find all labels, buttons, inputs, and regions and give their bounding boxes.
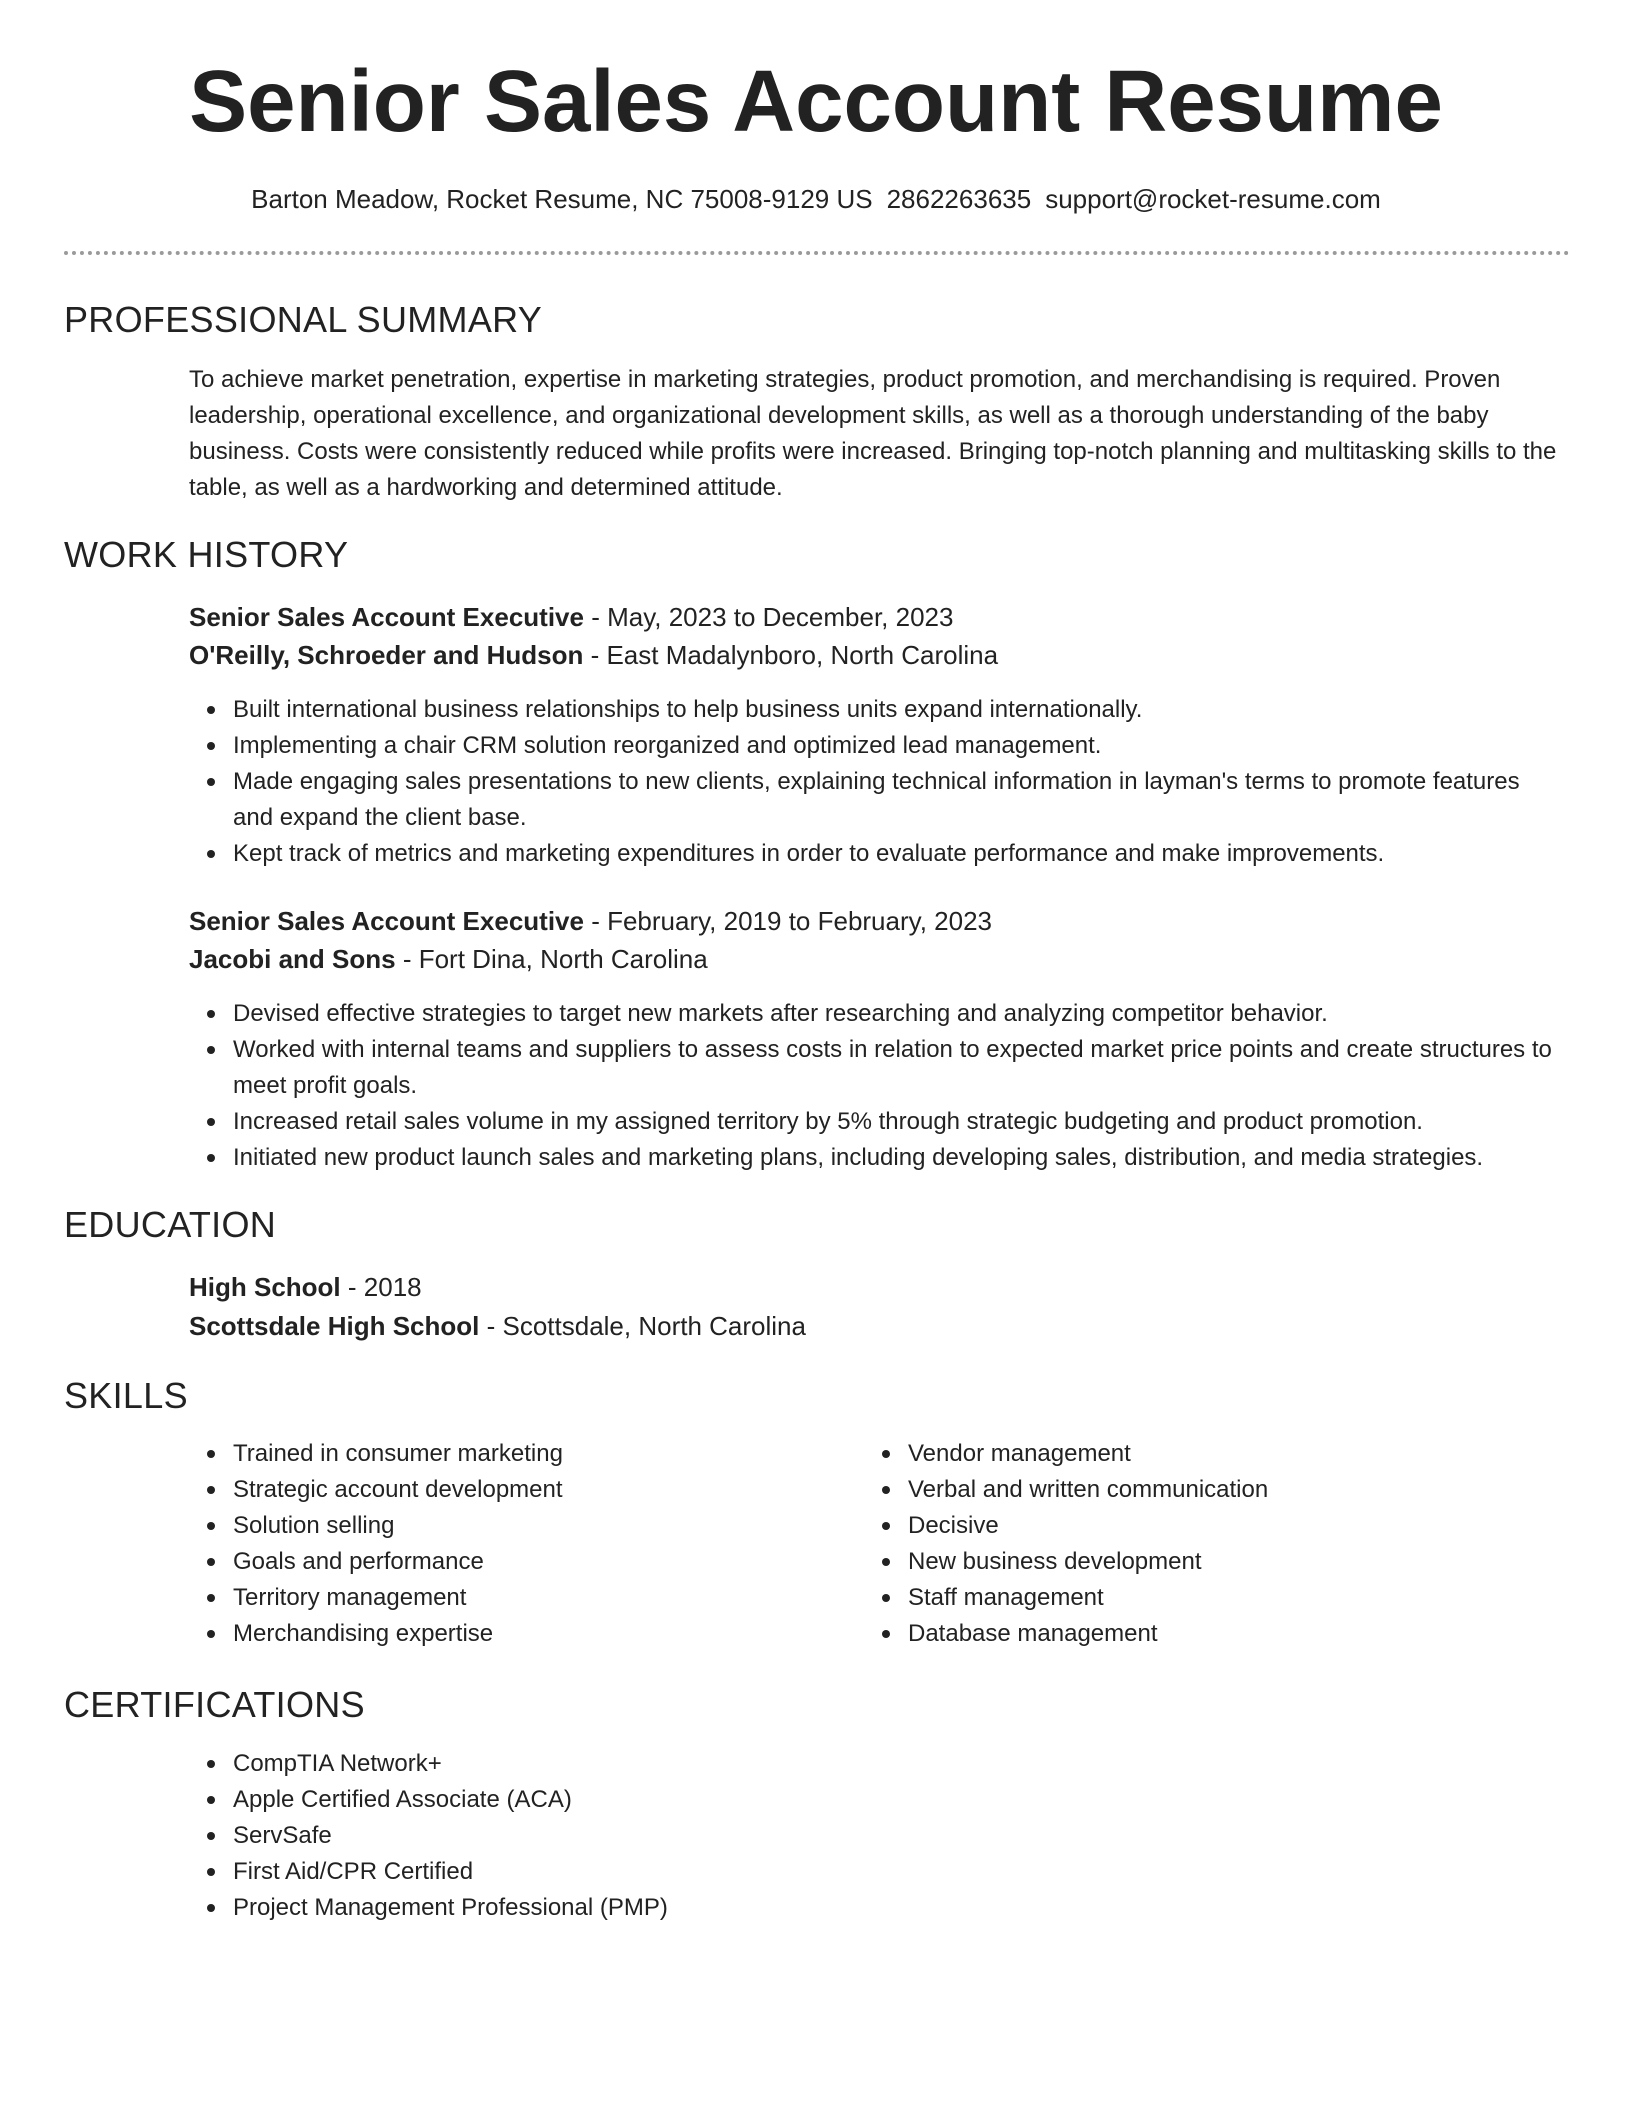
- job-company: O'Reilly, Schroeder and Hudson: [189, 640, 584, 670]
- list-item: New business development: [908, 1544, 1528, 1580]
- skills-heading: SKILLS: [64, 1375, 188, 1416]
- skills-list-left: [189, 1436, 853, 1652]
- education-degree-line: [189, 1269, 422, 1305]
- summary-text: To achieve market penetration, expertise in marketing strategies, product promotion, and merchandising is required. Proven leadership, operational excellence, and organizational development skills, as well as a thorough understanding of the baby business. Costs were consistently reduced while profits were increased. Bringing top-notch planning and multitasking skills to the table, as well as a hardworking and determined attitude.: [189, 366, 1557, 501]
- job-title-line: [189, 599, 953, 635]
- list-item: Database management: [908, 1616, 1528, 1652]
- list-item: Trained in consumer marketing: [233, 1436, 853, 1472]
- job-title-line: [189, 903, 992, 939]
- education-year: - 2018: [340, 1272, 422, 1302]
- list-item: Merchandising expertise: [233, 1616, 853, 1652]
- list-item: Built international business relationships to help business units expand internationally.: [233, 692, 1559, 728]
- skills-list-right: [864, 1436, 1528, 1652]
- job-bullets: [189, 996, 1559, 1176]
- list-item: Solution selling: [233, 1508, 853, 1544]
- contact-email: support@rocket-resume.com: [1045, 184, 1381, 214]
- job-dates: - May, 2023 to December, 2023: [583, 602, 954, 632]
- contact-line: [0, 182, 1632, 216]
- list-item: CompTIA Network+: [233, 1746, 1133, 1782]
- list-item: ServSafe: [233, 1818, 1133, 1854]
- education-degree: High School: [189, 1272, 341, 1302]
- list-item: Staff management: [908, 1580, 1528, 1616]
- job-company-line: [189, 637, 998, 673]
- job-location: - Fort Dina, North Carolina: [395, 944, 708, 974]
- job-location: - East Madalynboro, North Carolina: [583, 640, 999, 670]
- education-heading: EDUCATION: [64, 1204, 277, 1245]
- work-history-heading: WORK HISTORY: [64, 534, 349, 575]
- contact-address: Barton Meadow, Rocket Resume, NC 75008-9129 US: [251, 184, 873, 214]
- list-item: Verbal and written communication: [908, 1472, 1528, 1508]
- list-item: Territory management: [233, 1580, 853, 1616]
- list-item: First Aid/CPR Certified: [233, 1854, 1133, 1890]
- list-item: Increased retail sales volume in my assigned territory by 5% through strategic budgeting and product promotion.: [233, 1104, 1559, 1140]
- list-item: Made engaging sales presentations to new clients, explaining technical information in layman's terms to promote features and expand the client base.: [233, 764, 1559, 836]
- list-item: Vendor management: [908, 1436, 1528, 1472]
- list-item: Initiated new product launch sales and marketing plans, including developing sales, distribution, and media strategies.: [233, 1140, 1559, 1176]
- list-item: Project Management Professional (PMP): [233, 1890, 1133, 1926]
- list-item: Goals and performance: [233, 1544, 853, 1580]
- list-item: Worked with internal teams and suppliers to assess costs in relation to expected market price points and create structures to meet profit goals.: [233, 1032, 1559, 1104]
- list-item: Apple Certified Associate (ACA): [233, 1782, 1133, 1818]
- job-title: Senior Sales Account Executive: [189, 906, 584, 936]
- education-school-line: [189, 1308, 806, 1344]
- header-divider: [64, 251, 1570, 255]
- job-title: Senior Sales Account Executive: [189, 602, 584, 632]
- job-dates: - February, 2019 to February, 2023: [583, 906, 992, 936]
- resume-title: Senior Sales Account Resume: [189, 53, 1443, 150]
- job-company-line: [189, 941, 708, 977]
- certifications-list: [189, 1746, 1133, 1926]
- contact-phone: 2862263635: [886, 184, 1032, 214]
- job-company: Jacobi and Sons: [189, 944, 396, 974]
- list-item: Decisive: [908, 1508, 1528, 1544]
- list-item: Implementing a chair CRM solution reorganized and optimized lead management.: [233, 728, 1559, 764]
- education-school: Scottsdale High School: [189, 1311, 480, 1341]
- list-item: Devised effective strategies to target new markets after researching and analyzing competitor behavior.: [233, 996, 1559, 1032]
- list-item: Kept track of metrics and marketing expenditures in order to evaluate performance and make improvements.: [233, 836, 1559, 872]
- summary-heading: PROFESSIONAL SUMMARY: [64, 299, 543, 340]
- list-item: Strategic account development: [233, 1472, 853, 1508]
- job-bullets: [189, 692, 1559, 872]
- education-location: - Scottsdale, North Carolina: [479, 1311, 806, 1341]
- certifications-heading: CERTIFICATIONS: [64, 1684, 365, 1725]
